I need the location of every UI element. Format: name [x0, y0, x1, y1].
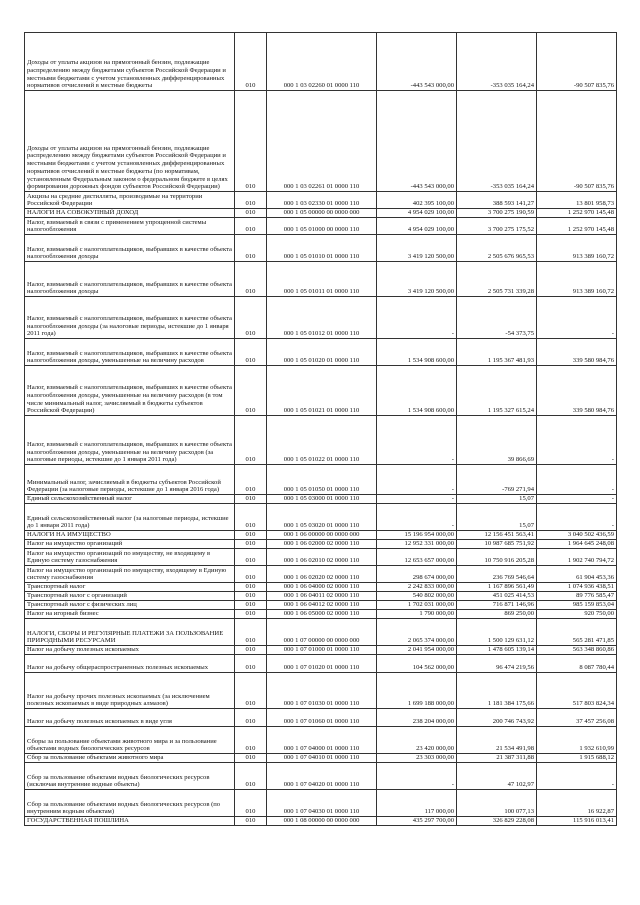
table-row [25, 646, 617, 655]
table-row [25, 610, 617, 619]
row-unexecuted-amount: 1 252 970 145,48 [537, 218, 617, 235]
row-approved-amount: 15 196 954 000,00 [377, 531, 457, 540]
row-executed-amount: 1 167 896 561,49 [457, 583, 537, 592]
table-row [25, 566, 617, 583]
table-row [25, 235, 617, 262]
row-executed-amount: -769 271,94 [457, 465, 537, 495]
row-executed-amount: 96 474 219,56 [457, 655, 537, 673]
row-unexecuted-amount: 339 580 984,76 [537, 339, 617, 366]
row-line-code: 010 [235, 790, 267, 817]
row-name: Налог, взимаемый с налогоплательщиков, выбравших в качестве объекта налогообложения доходы, уменьшенные на величину расходов (за налоговые периоды, истекшие до 1 января 2011 года) [25, 416, 235, 465]
row-line-code: 010 [235, 218, 267, 235]
row-executed-amount: 3 700 275 175,52 [457, 218, 537, 235]
row-approved-amount: 1 699 188 000,00 [377, 673, 457, 709]
row-budget-code: 000 1 06 02000 02 0000 110 [267, 540, 377, 549]
row-name: Налог, взимаемый с налогоплательщиков, выбравших в качестве объекта налогообложения доходы, уменьшенные на величину расходов (в том числе минимальный налог, зачисляемый в бюджеты субъектов Российской Федерации) [25, 366, 235, 416]
row-executed-amount: 21 534 491,98 [457, 727, 537, 754]
row-name: Минимальный налог, зачисляемый в бюджеты субъектов Российской Федерации (за налоговые периоды, истекшие до 1 января 2016 года) [25, 465, 235, 495]
row-approved-amount: -443 543 000,00 [377, 91, 457, 192]
row-budget-code: 000 1 05 01050 01 0000 110 [267, 465, 377, 495]
row-approved-amount: - [377, 495, 457, 504]
row-executed-amount: 1 478 605 139,14 [457, 646, 537, 655]
row-unexecuted-amount: 563 348 860,86 [537, 646, 617, 655]
row-line-code: 010 [235, 465, 267, 495]
row-name: Сборы за пользование объектами животного мира и за пользование объектами водных биологических ресурсов [25, 727, 235, 754]
row-unexecuted-amount: 339 580 984,76 [537, 366, 617, 416]
row-unexecuted-amount: 920 750,00 [537, 610, 617, 619]
table-row [25, 366, 617, 416]
row-budget-code: 000 1 07 04030 01 0000 110 [267, 790, 377, 817]
row-approved-amount: 402 395 100,00 [377, 192, 457, 209]
row-unexecuted-amount: 1 964 645 248,08 [537, 540, 617, 549]
row-line-code: 010 [235, 601, 267, 610]
row-budget-code: 000 1 03 02260 01 0000 110 [267, 33, 377, 91]
table-row [25, 754, 617, 763]
row-name: Налог на игорный бизнес [25, 610, 235, 619]
row-line-code: 010 [235, 727, 267, 754]
row-unexecuted-amount: 3 040 502 436,59 [537, 531, 617, 540]
row-approved-amount: 1 790 000,00 [377, 610, 457, 619]
row-budget-code: 000 1 07 01020 01 0000 110 [267, 655, 377, 673]
row-line-code: 010 [235, 592, 267, 601]
table-row [25, 540, 617, 549]
row-executed-amount: 869 250,00 [457, 610, 537, 619]
row-line-code: 010 [235, 504, 267, 531]
table-row [25, 583, 617, 592]
table-row [25, 531, 617, 540]
row-executed-amount: 326 829 228,08 [457, 817, 537, 826]
row-budget-code: 000 1 06 02020 02 0000 110 [267, 566, 377, 583]
row-name: Налог, взимаемый с налогоплательщиков, выбравших в качестве объекта налогообложения доходы [25, 235, 235, 262]
row-unexecuted-amount: - [537, 504, 617, 531]
row-executed-amount: 1 500 129 631,12 [457, 619, 537, 646]
row-budget-code: 000 1 06 02010 02 0000 110 [267, 549, 377, 566]
row-budget-code: 000 1 05 01011 01 0000 110 [267, 262, 377, 297]
row-name: ГОСУДАРСТВЕННАЯ ПОШЛИНА [25, 817, 235, 826]
table-row [25, 33, 617, 91]
table-row [25, 549, 617, 566]
row-approved-amount: 117 000,00 [377, 790, 457, 817]
table-row [25, 495, 617, 504]
row-name: Налог, взимаемый с налогоплательщиков, выбравших в качестве объекта налогообложения доходы (за налоговые периоды, истекшие до 1 января 2011 года) [25, 297, 235, 339]
row-line-code: 010 [235, 673, 267, 709]
row-unexecuted-amount: 37 457 256,08 [537, 709, 617, 727]
table-row [25, 709, 617, 727]
row-unexecuted-amount: -90 507 835,76 [537, 91, 617, 192]
row-approved-amount: 3 419 120 500,00 [377, 262, 457, 297]
row-executed-amount: 1 181 384 175,66 [457, 673, 537, 709]
row-executed-amount: 200 746 743,92 [457, 709, 537, 727]
row-name: Налог на добычу полезных ископаемых [25, 646, 235, 655]
row-line-code: 010 [235, 192, 267, 209]
row-name: Налог на имущество организаций [25, 540, 235, 549]
row-name: Доходы от уплаты акцизов на прямогонный бензин, подлежащие распределению между бюджетами субъектов Российской Федерации и местными бюджетами с учетом установленных дифференцированных нормативов отчислений в местные бюджеты (по нормативам, установленным Федеральным законом о федеральном бюджете в целях формирования дорожных фондов субъектов Российской Федерации) [25, 91, 235, 192]
row-approved-amount: 12 653 657 000,00 [377, 549, 457, 566]
row-line-code: 010 [235, 339, 267, 366]
row-name: Налог, взимаемый с налогоплательщиков, выбравших в качестве объекта налогообложения доходы [25, 262, 235, 297]
table-row [25, 209, 617, 218]
row-budget-code: 000 1 05 01000 00 0000 110 [267, 218, 377, 235]
row-approved-amount: 540 802 000,00 [377, 592, 457, 601]
row-name: Сбор за пользование объектами водных биологических ресурсов (исключая внутренние водные объекты) [25, 763, 235, 790]
budget-revenue-table [24, 32, 617, 826]
row-budget-code: 000 1 05 01022 01 0000 110 [267, 416, 377, 465]
row-budget-code: 000 1 07 01000 01 0000 110 [267, 646, 377, 655]
row-budget-code: 000 1 07 04010 01 0000 110 [267, 754, 377, 763]
row-executed-amount: 3 700 275 190,59 [457, 209, 537, 218]
table-row [25, 339, 617, 366]
row-executed-amount: 1 195 327 615,24 [457, 366, 537, 416]
row-budget-code: 000 1 05 03020 01 0000 110 [267, 504, 377, 531]
row-name: Акцизы на средние дистилляты, производимые на территории Российской Федерации [25, 192, 235, 209]
row-budget-code: 000 1 07 01060 01 0000 110 [267, 709, 377, 727]
table-row [25, 619, 617, 646]
table-row [25, 727, 617, 754]
row-name: НАЛОГИ, СБОРЫ И РЕГУЛЯРНЫЕ ПЛАТЕЖИ ЗА ПОЛЬЗОВАНИЕ ПРИРОДНЫМИ РЕСУРСАМИ [25, 619, 235, 646]
row-name: НАЛОГИ НА ИМУЩЕСТВО [25, 531, 235, 540]
row-line-code: 010 [235, 646, 267, 655]
row-line-code: 010 [235, 610, 267, 619]
row-approved-amount: - [377, 504, 457, 531]
row-unexecuted-amount: -90 507 835,76 [537, 33, 617, 91]
row-approved-amount: 435 297 700,00 [377, 817, 457, 826]
row-name: Налог, взимаемый с налогоплательщиков, выбравших в качестве объекта налогообложения доходы, уменьшенные на величину расходов [25, 339, 235, 366]
row-approved-amount: 12 952 331 000,00 [377, 540, 457, 549]
row-executed-amount: 451 025 414,53 [457, 592, 537, 601]
row-executed-amount: 10 750 916 205,28 [457, 549, 537, 566]
row-line-code: 010 [235, 531, 267, 540]
row-approved-amount: 2 242 833 000,00 [377, 583, 457, 592]
row-approved-amount: 104 562 000,00 [377, 655, 457, 673]
row-unexecuted-amount: - [537, 495, 617, 504]
table-row [25, 192, 617, 209]
row-unexecuted-amount: 517 803 824,34 [537, 673, 617, 709]
row-name: Транспортный налог с физических лиц [25, 601, 235, 610]
row-budget-code: 000 1 05 00000 00 0000 000 [267, 209, 377, 218]
row-name: Налог на имущество организаций по имуществу, не входящему в Единую систему газоснабжения [25, 549, 235, 566]
row-name: Транспортный налог с организаций [25, 592, 235, 601]
row-approved-amount: - [377, 763, 457, 790]
row-line-code: 010 [235, 91, 267, 192]
row-executed-amount: -353 035 164,24 [457, 91, 537, 192]
row-executed-amount: 716 871 146,96 [457, 601, 537, 610]
row-unexecuted-amount: - [537, 416, 617, 465]
row-budget-code: 000 1 06 00000 00 0000 000 [267, 531, 377, 540]
row-approved-amount: - [377, 465, 457, 495]
row-line-code: 010 [235, 33, 267, 91]
row-unexecuted-amount: 1 932 610,99 [537, 727, 617, 754]
table-row [25, 504, 617, 531]
row-executed-amount: -54 373,75 [457, 297, 537, 339]
row-approved-amount: 3 419 120 500,00 [377, 235, 457, 262]
table-row [25, 817, 617, 826]
row-unexecuted-amount: 1 074 936 438,51 [537, 583, 617, 592]
row-executed-amount: 39 866,69 [457, 416, 537, 465]
row-executed-amount: 10 987 685 751,92 [457, 540, 537, 549]
row-budget-code: 000 1 05 01020 01 0000 110 [267, 339, 377, 366]
row-unexecuted-amount: - [537, 465, 617, 495]
row-budget-code: 000 1 07 04000 01 0000 110 [267, 727, 377, 754]
row-executed-amount: 15,07 [457, 495, 537, 504]
row-budget-code: 000 1 03 02330 01 0000 110 [267, 192, 377, 209]
table-row [25, 297, 617, 339]
row-executed-amount: -353 035 164,24 [457, 33, 537, 91]
table-row [25, 592, 617, 601]
row-unexecuted-amount: 565 281 471,85 [537, 619, 617, 646]
row-name: Сбор за пользование объектами водных биологических ресурсов (по внутренним водным объектам) [25, 790, 235, 817]
row-line-code: 010 [235, 235, 267, 262]
row-line-code: 010 [235, 655, 267, 673]
row-name: Единый сельскохозяйственный налог [25, 495, 235, 504]
row-executed-amount: 2 505 731 339,28 [457, 262, 537, 297]
row-unexecuted-amount: 13 801 958,73 [537, 192, 617, 209]
row-line-code: 010 [235, 583, 267, 592]
row-unexecuted-amount: 913 389 160,72 [537, 262, 617, 297]
row-name: Налог на добычу полезных ископаемых в виде угля [25, 709, 235, 727]
row-approved-amount: 1 534 908 600,00 [377, 366, 457, 416]
table-row [25, 465, 617, 495]
row-executed-amount: 236 769 546,64 [457, 566, 537, 583]
row-approved-amount: 238 204 000,00 [377, 709, 457, 727]
row-budget-code: 000 1 05 01012 01 0000 110 [267, 297, 377, 339]
row-budget-code: 000 1 06 04011 02 0000 110 [267, 592, 377, 601]
row-unexecuted-amount: 61 904 453,36 [537, 566, 617, 583]
row-line-code: 010 [235, 297, 267, 339]
row-line-code: 010 [235, 763, 267, 790]
row-budget-code: 000 1 05 03000 01 0000 110 [267, 495, 377, 504]
row-line-code: 010 [235, 709, 267, 727]
row-line-code: 010 [235, 540, 267, 549]
row-name: Транспортный налог [25, 583, 235, 592]
row-name: Налог на добычу прочих полезных ископаемых (за исключением полезных ископаемых в виде природных алмазов) [25, 673, 235, 709]
row-unexecuted-amount: 89 776 585,47 [537, 592, 617, 601]
table-row [25, 763, 617, 790]
row-approved-amount: 1 702 031 000,00 [377, 601, 457, 610]
row-budget-code: 000 1 06 05000 02 0000 110 [267, 610, 377, 619]
row-line-code: 010 [235, 262, 267, 297]
row-executed-amount: 15,07 [457, 504, 537, 531]
row-budget-code: 000 1 05 01021 01 0000 110 [267, 366, 377, 416]
row-approved-amount: - [377, 297, 457, 339]
row-name: Налог, взимаемый в связи с применением упрощенной системы налогообложения [25, 218, 235, 235]
row-name: НАЛОГИ НА СОВОКУПНЫЙ ДОХОД [25, 209, 235, 218]
row-executed-amount: 388 593 141,27 [457, 192, 537, 209]
row-line-code: 010 [235, 817, 267, 826]
row-line-code: 010 [235, 495, 267, 504]
row-budget-code: 000 1 03 02261 01 0000 110 [267, 91, 377, 192]
row-line-code: 010 [235, 209, 267, 218]
table-row [25, 790, 617, 817]
row-executed-amount: 100 077,13 [457, 790, 537, 817]
row-name: Единый сельскохозяйственный налог (за налоговые периоды, истекшие до 1 января 2011 года) [25, 504, 235, 531]
row-line-code: 010 [235, 566, 267, 583]
row-executed-amount: 47 102,97 [457, 763, 537, 790]
table-row [25, 655, 617, 673]
row-executed-amount: 1 195 367 481,93 [457, 339, 537, 366]
row-unexecuted-amount: 16 922,87 [537, 790, 617, 817]
row-executed-amount: 2 505 676 965,53 [457, 235, 537, 262]
row-name: Налог на имущество организаций по имуществу, входящему в Единую систему газоснабжения [25, 566, 235, 583]
row-name: Сбор за пользование объектами животного мира [25, 754, 235, 763]
table-row [25, 673, 617, 709]
table-row [25, 91, 617, 192]
row-executed-amount: 12 156 451 563,41 [457, 531, 537, 540]
row-approved-amount: 23 303 000,00 [377, 754, 457, 763]
row-unexecuted-amount: 1 902 740 794,72 [537, 549, 617, 566]
row-budget-code: 000 1 05 01010 01 0000 110 [267, 235, 377, 262]
row-line-code: 010 [235, 549, 267, 566]
row-approved-amount: 4 954 029 100,00 [377, 218, 457, 235]
row-approved-amount: 1 534 908 600,00 [377, 339, 457, 366]
row-unexecuted-amount: 1 252 970 145,48 [537, 209, 617, 218]
row-unexecuted-amount: 913 389 160,72 [537, 235, 617, 262]
row-approved-amount: 298 674 000,00 [377, 566, 457, 583]
table-row [25, 218, 617, 235]
row-approved-amount: 2 065 374 000,00 [377, 619, 457, 646]
row-approved-amount: - [377, 416, 457, 465]
row-unexecuted-amount: - [537, 763, 617, 790]
row-approved-amount: 4 954 029 100,00 [377, 209, 457, 218]
table-row [25, 262, 617, 297]
row-line-code: 010 [235, 619, 267, 646]
row-line-code: 010 [235, 366, 267, 416]
row-unexecuted-amount: 8 087 780,44 [537, 655, 617, 673]
row-budget-code: 000 1 07 00000 00 0000 000 [267, 619, 377, 646]
row-unexecuted-amount: 115 916 013,41 [537, 817, 617, 826]
row-name: Налог на добычу общераспространенных полезных ископаемых [25, 655, 235, 673]
row-budget-code: 000 1 08 00000 00 0000 000 [267, 817, 377, 826]
row-unexecuted-amount: - [537, 297, 617, 339]
table-row [25, 416, 617, 465]
row-budget-code: 000 1 07 04020 01 0000 110 [267, 763, 377, 790]
table-body [25, 33, 617, 826]
row-budget-code: 000 1 06 04012 02 0000 110 [267, 601, 377, 610]
row-line-code: 010 [235, 416, 267, 465]
row-executed-amount: 21 387 311,88 [457, 754, 537, 763]
table-row [25, 601, 617, 610]
row-approved-amount: 2 041 954 000,00 [377, 646, 457, 655]
row-approved-amount: -443 543 000,00 [377, 33, 457, 91]
row-unexecuted-amount: 1 915 688,12 [537, 754, 617, 763]
row-approved-amount: 23 420 000,00 [377, 727, 457, 754]
scan-top-margin [0, 0, 640, 30]
row-budget-code: 000 1 06 04000 02 0000 110 [267, 583, 377, 592]
row-line-code: 010 [235, 754, 267, 763]
row-budget-code: 000 1 07 01030 01 0000 110 [267, 673, 377, 709]
row-unexecuted-amount: 985 159 853,04 [537, 601, 617, 610]
row-name: Доходы от уплаты акцизов на прямогонный бензин, подлежащие распределению между бюджетами субъектов Российской Федерации и местными бюджетами с учетом установленных дифференцированных нормативов отчислений в местные бюджеты [25, 33, 235, 91]
